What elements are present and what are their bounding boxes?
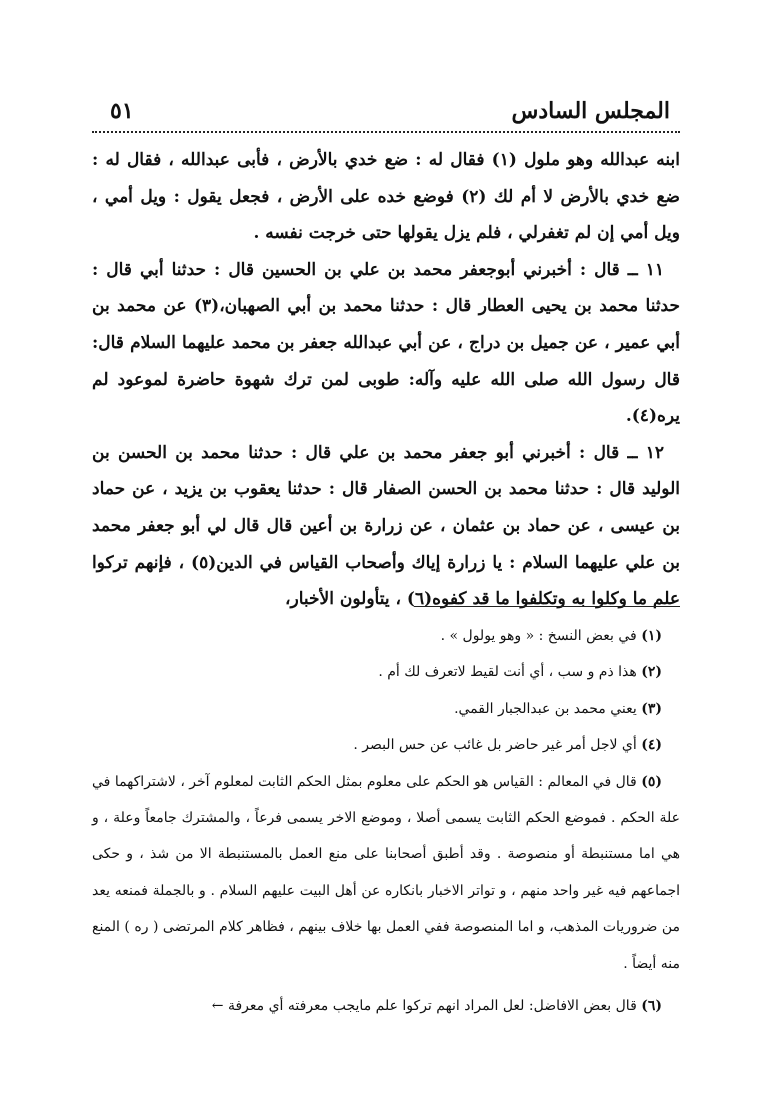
main-text (92, 142, 680, 618)
footnote-3 (92, 691, 680, 727)
paragraph-hadith-11: ١١ ــ قال : أخبرني أبوجعفر محمد بن علي بن الحسين قال : حدثنا أبي قال : حدثنا محمد بن يحيى العطار قال : حدثنا محمد بن أبي الصهبان،(٣) عن محمد بن أبي عمير ، عن جميل بن دراج ، عن أبي عبدالله جعفر بن محمد عليهما السلام قال: قال رسول الله صلى الله عليه وآله: طوبى لمن ترك شهوة حاضرة لموعود لم يره(٤). (92, 259, 680, 427)
footnote-2 (92, 654, 680, 690)
footnote-text: هذا ذم و سب ، أي أنت لقيط لاتعرف لك أم . (378, 664, 637, 681)
footnote-5 (92, 764, 680, 982)
footnote-text: في بعض النسخ : « وهو يولول » . (440, 628, 637, 644)
footnote-6 (92, 988, 680, 1024)
footnote-4 (92, 727, 680, 763)
footnote-number: (٣) (641, 700, 662, 717)
footnote-divider (414, 606, 680, 607)
footnote-text: قال في المعالم : القياس هو الحكم على معلوم بمثل الحكم الثابت لمعلوم آخر ، لاشتراكهما في علة الحكم . فموضع الحكم الثابت يسمى أصلا ، وموضع الاخر يسمى فرعاً ، والمشترك جامعاً وعلة ، و هي اما مستنبطة أو منصوصة . وقد أطبق أصحابنا على منع العمل بالمستنبطة الا من شذ ، و حكى اجماعهم فيه غير واحد منهم ، و تواتر الاخبار بانكاره عن أهل البيت عليهم السلام . و بالجملة فمنعه يعد من ضروريات المذهب، و اما المنصوصة ففي العمل بها خلاف بينهم ، فظاهر كلام المرتضى ( ره ) المنع منه أيضاً . (92, 773, 680, 972)
footnotes (92, 618, 680, 1024)
footnote-number: (٢) (641, 664, 662, 681)
footnote-number: (٥) (641, 773, 662, 790)
footnote-number: (١) (641, 628, 662, 644)
paragraph-1: ابنه عبدالله وهو ملول (١) فقال له : ضع خدي بالأرض ، فأبى عبدالله ، فقال له : ضع خدي بالأرض لا أم لك (٢) فوضع خده على الأرض ، فجعل يقول : ويل أمي ، ويل أمي إن لم تغفرلي ، فلم يزل يقولها حتى خرجت نفسه . (92, 150, 680, 244)
footnote-1 (92, 618, 680, 654)
footnote-text: أي لاجل أمر غير حاضر بل غائب عن حس البصر . (353, 737, 637, 754)
footnote-number: (٤) (641, 737, 662, 754)
page-number: ٥١ (110, 98, 134, 124)
page-title: المجلس السادس (511, 98, 670, 124)
page-header (110, 84, 670, 124)
paragraph-hadith-12: ١٢ ــ قال : أخبرني أبو جعفر محمد بن علي قال : حدثنا محمد بن الحسن بن الوليد قال : حدثنا محمد بن الحسن الصفار قال : حدثنا يعقوب بن يزيد ، عن حماد بن عيسى ، عن حماد بن عثمان ، عن زرارة بن أعين قال قال لي أبو جعفر محمد بن علي عليهما السلام : يا زرارة إياك وأصحاب القياس في الدين(٥) ، فإنهم تركوا علم ما وكلوا به وتكلفوا ما قد كفوه(٦) ، يتأولون الأخبار، (92, 442, 681, 610)
header-divider (92, 131, 680, 133)
footnote-text: يعني محمد بن عبدالجبار القمي. (454, 700, 637, 717)
footnote-number: (٦) (641, 998, 662, 1015)
footnote-text: قال بعض الافاضل: لعل المراد انهم تركوا علم مايجب معرفته أي معرفة ← (211, 998, 637, 1015)
